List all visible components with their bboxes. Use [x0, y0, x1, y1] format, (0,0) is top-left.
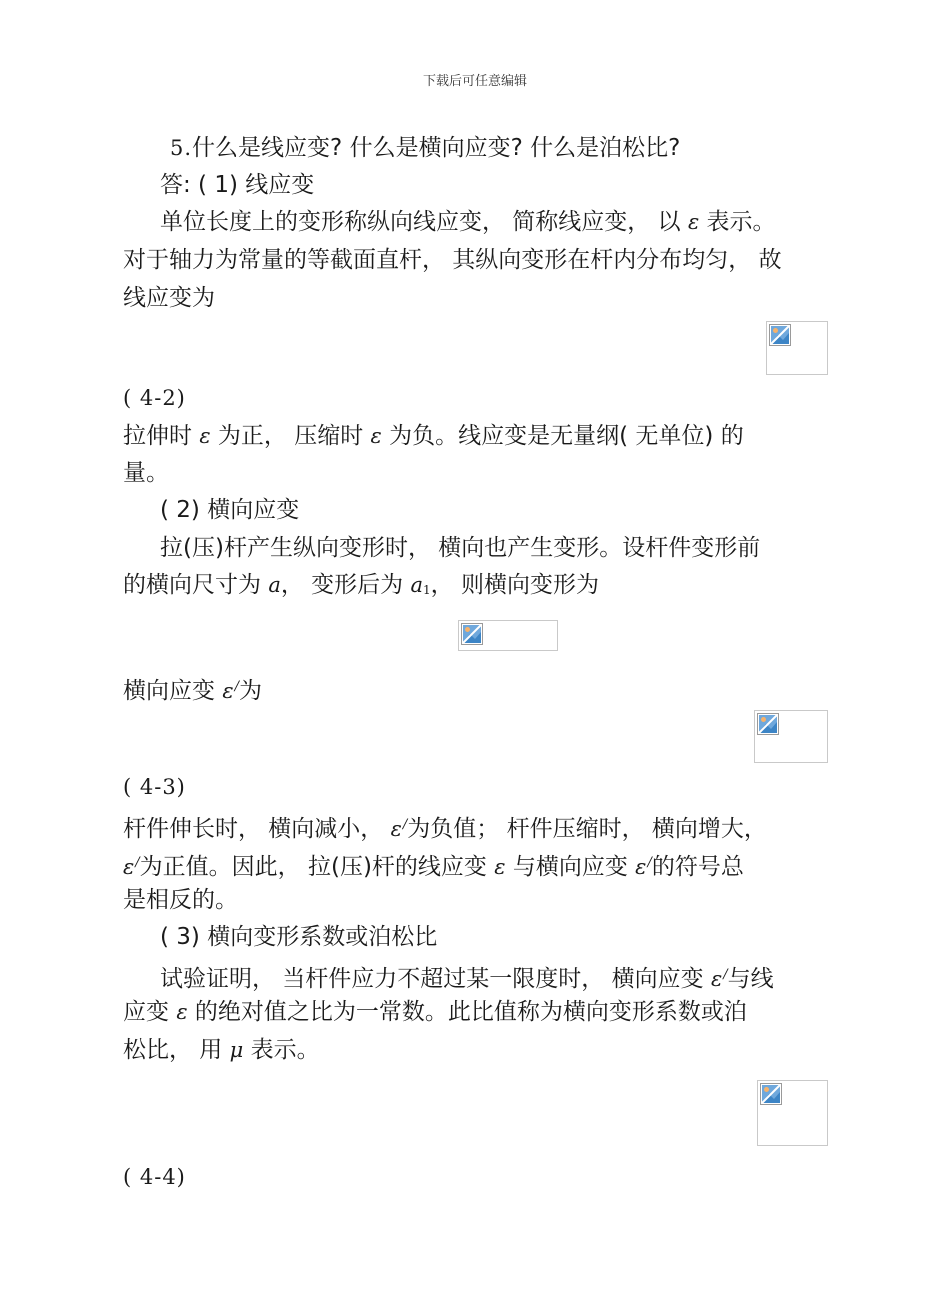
mu-symbol: μ — [229, 1038, 244, 1062]
epsilon-prime-symbol: ε/ — [390, 817, 408, 841]
equation-number-4-4: ( 4-4) — [123, 1165, 186, 1189]
broken-image-icon — [461, 623, 483, 645]
paragraph-3-line-2: 的横向尺寸为 a， 变形后为 a1， 则横向变形为 — [123, 572, 599, 598]
epsilon-symbol: ε — [176, 1000, 188, 1024]
epsilon-symbol: ε — [370, 424, 382, 448]
epsilon-prime-symbol: ε/ — [123, 855, 140, 879]
epsilon-prime-symbol: ε/ — [710, 967, 728, 991]
answer-title: 线应变 — [245, 172, 315, 198]
broken-image-icon — [760, 1083, 782, 1105]
a-symbol: a — [268, 573, 281, 597]
paragraph-4: 横向应变 ε/为 — [123, 678, 262, 704]
paragraph-2-line-1: 拉伸时 ε 为正， 压缩时 ε 为负。线应变是无量纲( 无单位) 的 — [123, 423, 744, 449]
paragraph-1-line-3: 线应变为 — [123, 285, 215, 311]
a1-symbol: a1 — [410, 573, 431, 597]
paragraph-6-line-3: 松比， 用 μ 表示。 — [123, 1037, 320, 1063]
epsilon-prime-symbol: ε/ — [635, 855, 652, 879]
paragraph-1-line-1: 单位长度上的变形称纵向线应变， 简称线应变， 以 ε 表示。 — [160, 209, 776, 235]
section-2-heading: ( 2) 横向应变 — [160, 497, 300, 523]
formula-lateral-deformation-image — [458, 620, 558, 651]
epsilon-prime-symbol: ε/ — [222, 679, 239, 703]
epsilon-symbol: ε — [494, 855, 506, 879]
formula-4-2-image — [766, 321, 828, 375]
epsilon-symbol: ε — [199, 424, 211, 448]
epsilon-symbol: ε — [687, 210, 700, 234]
paragraph-5-line-3: 是相反的。 — [123, 887, 238, 913]
equation-number-4-3: ( 4-3) — [123, 775, 186, 799]
paragraph-3-line-1: 拉(压)杆产生纵向变形时， 横向也产生变形。设杆件变形前 — [160, 535, 761, 561]
broken-image-icon — [769, 324, 791, 346]
paragraph-6-line-1: 试验证明， 当杆件应力不超过某一限度时， 横向应变 ε/与线 — [160, 966, 774, 992]
paragraph-6-line-2: 应变 ε 的绝对值之比为一常数。此比值称为横向变形系数或泊 — [123, 999, 747, 1025]
broken-image-icon — [757, 713, 779, 735]
paragraph-5-line-2: ε/为正值。因此， 拉(压)杆的线应变 ε 与横向应变 ε/的符号总 — [123, 854, 744, 880]
paragraph-5-line-1: 杆件伸长时， 横向减小， ε/为负值； 杆件压缩时， 横向增大， — [123, 816, 767, 842]
formula-4-3-image — [754, 710, 828, 763]
answer-heading — [160, 170, 314, 200]
formula-4-4-image — [757, 1080, 828, 1146]
question-line — [170, 133, 680, 163]
paragraph-1-line-2: 对于轴力为常量的等截面直杆， 其纵向变形在杆内分布均匀， 故 — [123, 247, 782, 273]
equation-number-4-2: ( 4-2) — [123, 386, 186, 410]
question-text: 什么是线应变? 什么是横向应变? 什么是泊松比? — [192, 135, 681, 161]
question-number: 5. — [170, 136, 193, 160]
answer-prefix: 答: ( 1) — [160, 172, 238, 198]
page-header: 下载后可任意编辑 — [422, 74, 527, 89]
section-3-heading: ( 3) 横向变形系数或泊松比 — [160, 924, 438, 950]
paragraph-2-line-2: 量。 — [123, 460, 169, 486]
